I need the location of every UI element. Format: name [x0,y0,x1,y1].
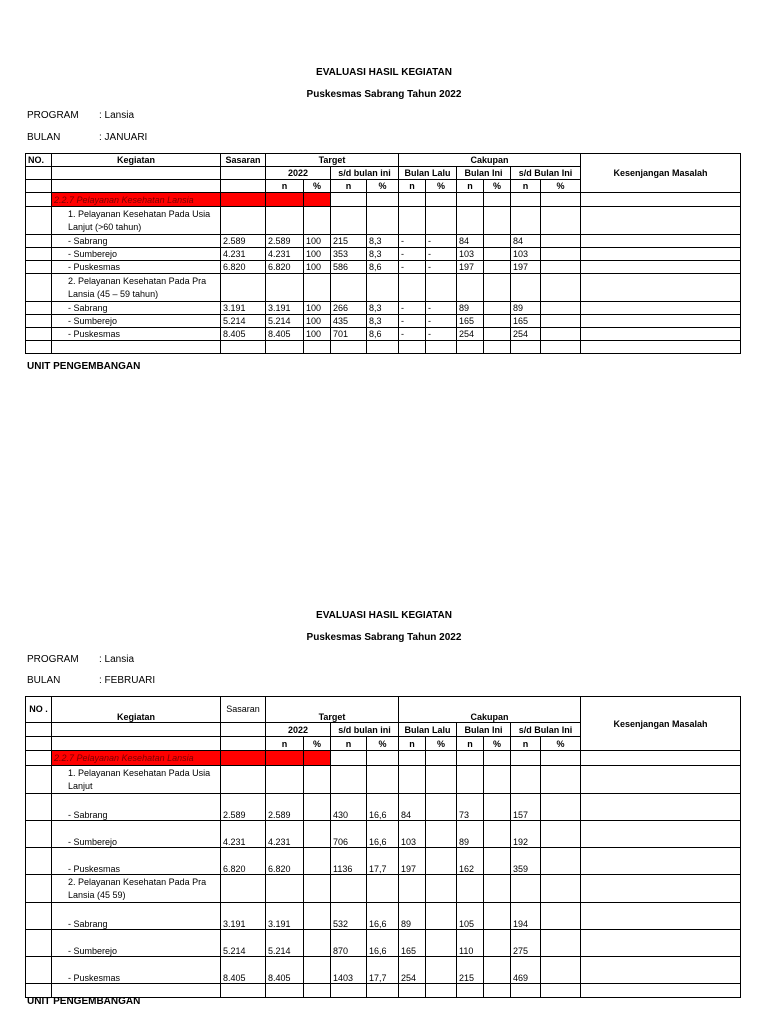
row-name: - Sumberejo [52,315,221,328]
kesenjangan-cell [581,957,741,984]
target-sd-pct: 8,3 [367,248,399,261]
bulan-ini-pct [484,794,511,821]
sasaran-cell: 5.214 [221,315,266,328]
header-2022: 2022 [266,167,331,180]
bulan-lalu-pct: - [426,248,457,261]
bulan-ini-n: 165 [457,315,484,328]
target-2022-n: 5.214 [266,315,304,328]
kesenjangan-cell [581,248,741,261]
header-sasaran: Sasaran [221,154,266,167]
group-title: 2. Pelayanan Kesehatan Pada Pra Lansia (45 – 59 tahun) [52,274,221,302]
table-row [26,903,741,930]
kesenjangan-cell [581,848,741,875]
bulan-ini-pct [484,248,511,261]
table-row [26,261,741,274]
header-pct: % [484,737,511,751]
target-sd-pct: 16,6 [367,903,399,930]
target-sd-n: 353 [331,248,367,261]
target-sd-pct: 8,6 [367,328,399,341]
header-pct: % [484,180,511,193]
bulan-line [27,132,147,143]
header-sd-bulan-ini-target: s/d bulan ini [331,723,399,737]
bulan-lalu-pct [426,848,457,875]
target-2022-pct: 100 [304,302,331,315]
header-n: n [511,737,541,751]
group-title: 1. Pelayanan Kesehatan Pada Usia Lanjut (>60 tahun) [52,207,221,235]
bulan-lalu-n: 165 [399,930,426,957]
sasaran-cell: 6.820 [221,848,266,875]
header-sasaran: Sasaran [221,697,266,723]
kesenjangan-cell [581,261,741,274]
row-name: - Puskesmas [52,261,221,274]
bulan-lalu-n: 103 [399,821,426,848]
sd-bulan-ini-pct [541,957,581,984]
sd-bulan-ini-n: 197 [511,261,541,274]
bulan-ini-n: 110 [457,930,484,957]
row-name: - Sumberejo [52,821,221,848]
bulan-lalu-n: - [399,248,426,261]
header-n: n [399,737,426,751]
target-sd-pct: 8,3 [367,302,399,315]
table-row [26,794,741,821]
bulan-ini-pct [484,328,511,341]
program-value: : Lansia [99,110,135,121]
bulan-line [27,675,155,686]
header-pct: % [304,180,331,193]
sd-bulan-ini-pct [541,848,581,875]
sasaran-cell: 8.405 [221,328,266,341]
sasaran-cell: 2.589 [221,794,266,821]
bulan-ini-n: 103 [457,248,484,261]
evaluation-table-jan [25,153,741,354]
table-row [26,930,741,957]
header-pct: % [367,737,399,751]
target-2022-pct: 100 [304,248,331,261]
target-2022-pct: 100 [304,261,331,274]
bulan-lalu-pct [426,794,457,821]
report-subtitle: Puskesmas Sabrang Tahun 2022 [306,89,462,100]
bulan-ini-n: 89 [457,821,484,848]
sasaran-cell: 8.405 [221,957,266,984]
row-name: - Puskesmas [52,957,221,984]
header-pct: % [426,180,457,193]
header-target: Target [266,154,399,167]
sd-bulan-ini-n: 192 [511,821,541,848]
report-title: EVALUASI HASIL KEGIATAN [316,67,452,78]
sasaran-cell: 6.820 [221,261,266,274]
target-2022-pct [304,957,331,984]
header-no: NO . [26,697,52,723]
sd-bulan-ini-n: 359 [511,848,541,875]
sd-bulan-ini-pct [541,302,581,315]
header-bulan-lalu: Bulan Lalu [399,167,457,180]
bulan-ini-pct [484,848,511,875]
bulan-lalu-n: - [399,328,426,341]
header-n: n [331,737,367,751]
bulan-ini-n: 162 [457,848,484,875]
target-2022-pct [304,821,331,848]
target-2022-n: 2.589 [266,235,304,248]
bulan-label: BULAN [27,675,61,686]
kesenjangan-cell [581,930,741,957]
bulan-lalu-pct: - [426,315,457,328]
target-sd-n: 532 [331,903,367,930]
unit-footer: UNIT PENGEMBANGAN [27,361,141,372]
target-sd-pct: 16,6 [367,794,399,821]
unit-footer: UNIT PENGEMBANGAN [27,996,141,1007]
kesenjangan-cell [581,821,741,848]
kesenjangan-cell [581,235,741,248]
group-title: 2. Pelayanan Kesehatan Pada Pra Lansia (45 59) [52,875,221,903]
table-row [26,302,741,315]
sd-bulan-ini-pct [541,235,581,248]
bulan-value: : FEBRUARI [99,675,156,686]
header-n: n [511,180,541,193]
target-sd-n: 701 [331,328,367,341]
header-cakupan: Cakupan [399,697,581,723]
target-2022-n: 4.231 [266,248,304,261]
header-target: Target [266,697,399,723]
program-label: PROGRAM [27,110,79,121]
sd-bulan-ini-n: 165 [511,315,541,328]
header-kegiatan: Kegiatan [52,697,221,723]
bulan-ini-n: 105 [457,903,484,930]
header-pct: % [426,737,457,751]
target-2022-pct: 100 [304,328,331,341]
bulan-ini-pct [484,302,511,315]
target-sd-n: 870 [331,930,367,957]
table-row [26,328,741,341]
target-2022-n: 2.589 [266,794,304,821]
bulan-lalu-pct [426,821,457,848]
sd-bulan-ini-n: 103 [511,248,541,261]
sd-bulan-ini-pct [541,328,581,341]
section-label: 2.2.7 Pelayanan Kesehatan Lansia [52,193,221,207]
target-2022-n: 6.820 [266,261,304,274]
bulan-lalu-pct: - [426,261,457,274]
bulan-label: BULAN [27,132,61,143]
bulan-ini-pct [484,903,511,930]
header-n: n [457,180,484,193]
header-cakupan: Cakupan [399,154,581,167]
header-n: n [457,737,484,751]
bulan-ini-pct [484,315,511,328]
row-name: - Sabrang [52,302,221,315]
kesenjangan-cell [581,315,741,328]
bulan-ini-pct [484,821,511,848]
sd-bulan-ini-n: 84 [511,235,541,248]
group-title: 1. Pelayanan Kesehatan Pada Usia Lanjut [52,766,221,794]
evaluation-table-feb [25,696,741,998]
target-sd-n: 430 [331,794,367,821]
target-sd-n: 1136 [331,848,367,875]
header-pct: % [541,180,581,193]
sasaran-cell: 4.231 [221,248,266,261]
sd-bulan-ini-pct [541,261,581,274]
bulan-lalu-pct [426,903,457,930]
target-sd-pct: 8,6 [367,261,399,274]
header-n: n [266,737,304,751]
target-sd-pct: 17,7 [367,957,399,984]
bulan-lalu-n: 254 [399,957,426,984]
header-sd-bulan-ini-target: s/d bulan ini [331,167,399,180]
row-name: - Sumberejo [52,248,221,261]
target-2022-pct: 100 [304,315,331,328]
sd-bulan-ini-pct [541,903,581,930]
section-label: 2.2.7 Pelayanan Kesehatan Lansia [52,751,221,766]
sd-bulan-ini-n: 275 [511,930,541,957]
sasaran-cell: 4.231 [221,821,266,848]
sd-bulan-ini-pct [541,315,581,328]
header-kegiatan: Kegiatan [52,154,221,167]
table-row [26,235,741,248]
header-n: n [399,180,426,193]
row-name: - Sabrang [52,235,221,248]
kesenjangan-cell [581,328,741,341]
sd-bulan-ini-n: 157 [511,794,541,821]
row-name: - Puskesmas [52,848,221,875]
header-2022: 2022 [266,723,331,737]
header-pct: % [304,737,331,751]
sd-bulan-ini-pct [541,794,581,821]
target-2022-pct [304,903,331,930]
table-row [26,957,741,984]
target-sd-n: 215 [331,235,367,248]
bulan-ini-n: 73 [457,794,484,821]
header-sd-bulan-ini: s/d Bulan Ini [511,723,581,737]
bulan-lalu-n: - [399,302,426,315]
sasaran-cell: 3.191 [221,903,266,930]
sasaran-cell: 3.191 [221,302,266,315]
sd-bulan-ini-n: 89 [511,302,541,315]
bulan-ini-pct [484,235,511,248]
header-n: n [331,180,367,193]
bulan-value: : JANUARI [99,132,148,143]
bulan-lalu-n: 84 [399,794,426,821]
target-sd-pct: 16,6 [367,930,399,957]
header-n: n [266,180,304,193]
target-2022-pct: 100 [304,235,331,248]
header-sd-bulan-ini: s/d Bulan Ini [511,167,581,180]
target-2022-n: 8.405 [266,328,304,341]
bulan-ini-pct [484,930,511,957]
program-label: PROGRAM [27,654,79,665]
target-2022-n: 6.820 [266,848,304,875]
bulan-lalu-n: 89 [399,903,426,930]
target-sd-n: 706 [331,821,367,848]
bulan-ini-pct [484,261,511,274]
sd-bulan-ini-pct [541,821,581,848]
header-bulan-lalu: Bulan Lalu [399,723,457,737]
bulan-lalu-pct: - [426,235,457,248]
sasaran-cell: 5.214 [221,930,266,957]
bulan-lalu-pct [426,957,457,984]
program-value: : Lansia [99,654,135,665]
target-sd-pct: 16,6 [367,821,399,848]
header-kesenjangan: Kesenjangan Masalah [581,697,741,751]
bulan-ini-n: 89 [457,302,484,315]
program-line [27,654,134,665]
target-sd-n: 435 [331,315,367,328]
header-pct: % [367,180,399,193]
row-name: - Puskesmas [52,328,221,341]
header-bulan-ini: Bulan Ini [457,723,511,737]
header-kesenjangan: Kesenjangan Masalah [581,154,741,193]
bulan-lalu-n: 197 [399,848,426,875]
sasaran-cell: 2.589 [221,235,266,248]
bulan-ini-pct [484,957,511,984]
target-2022-pct [304,848,331,875]
sd-bulan-ini-n: 469 [511,957,541,984]
target-2022-n: 3.191 [266,903,304,930]
header-pct: % [541,737,581,751]
row-name: - Sabrang [52,903,221,930]
bulan-lalu-n: - [399,235,426,248]
target-sd-pct: 17,7 [367,848,399,875]
sd-bulan-ini-n: 194 [511,903,541,930]
row-name: - Sabrang [52,794,221,821]
target-sd-pct: 8,3 [367,315,399,328]
target-sd-pct: 8,3 [367,235,399,248]
bulan-lalu-pct [426,930,457,957]
target-2022-pct [304,930,331,957]
bulan-ini-n: 254 [457,328,484,341]
table-row [26,848,741,875]
target-sd-n: 266 [331,302,367,315]
row-name: - Sumberejo [52,930,221,957]
target-sd-n: 1403 [331,957,367,984]
program-line [27,110,134,121]
report-subtitle: Puskesmas Sabrang Tahun 2022 [306,632,462,643]
bulan-lalu-n: - [399,261,426,274]
kesenjangan-cell [581,302,741,315]
sd-bulan-ini-pct [541,930,581,957]
table-row [26,821,741,848]
bulan-ini-n: 197 [457,261,484,274]
bulan-lalu-n: - [399,315,426,328]
header-no: NO. [26,154,52,167]
target-sd-n: 586 [331,261,367,274]
target-2022-n: 3.191 [266,302,304,315]
target-2022-n: 4.231 [266,821,304,848]
bulan-ini-n: 215 [457,957,484,984]
target-2022-n: 5.214 [266,930,304,957]
table-row [26,315,741,328]
report-title: EVALUASI HASIL KEGIATAN [316,610,452,621]
bulan-lalu-pct: - [426,328,457,341]
kesenjangan-cell [581,903,741,930]
bulan-lalu-pct: - [426,302,457,315]
kesenjangan-cell [581,794,741,821]
header-bulan-ini: Bulan Ini [457,167,511,180]
table-row [26,248,741,261]
target-2022-pct [304,794,331,821]
sd-bulan-ini-n: 254 [511,328,541,341]
bulan-ini-n: 84 [457,235,484,248]
sd-bulan-ini-pct [541,248,581,261]
target-2022-n: 8.405 [266,957,304,984]
